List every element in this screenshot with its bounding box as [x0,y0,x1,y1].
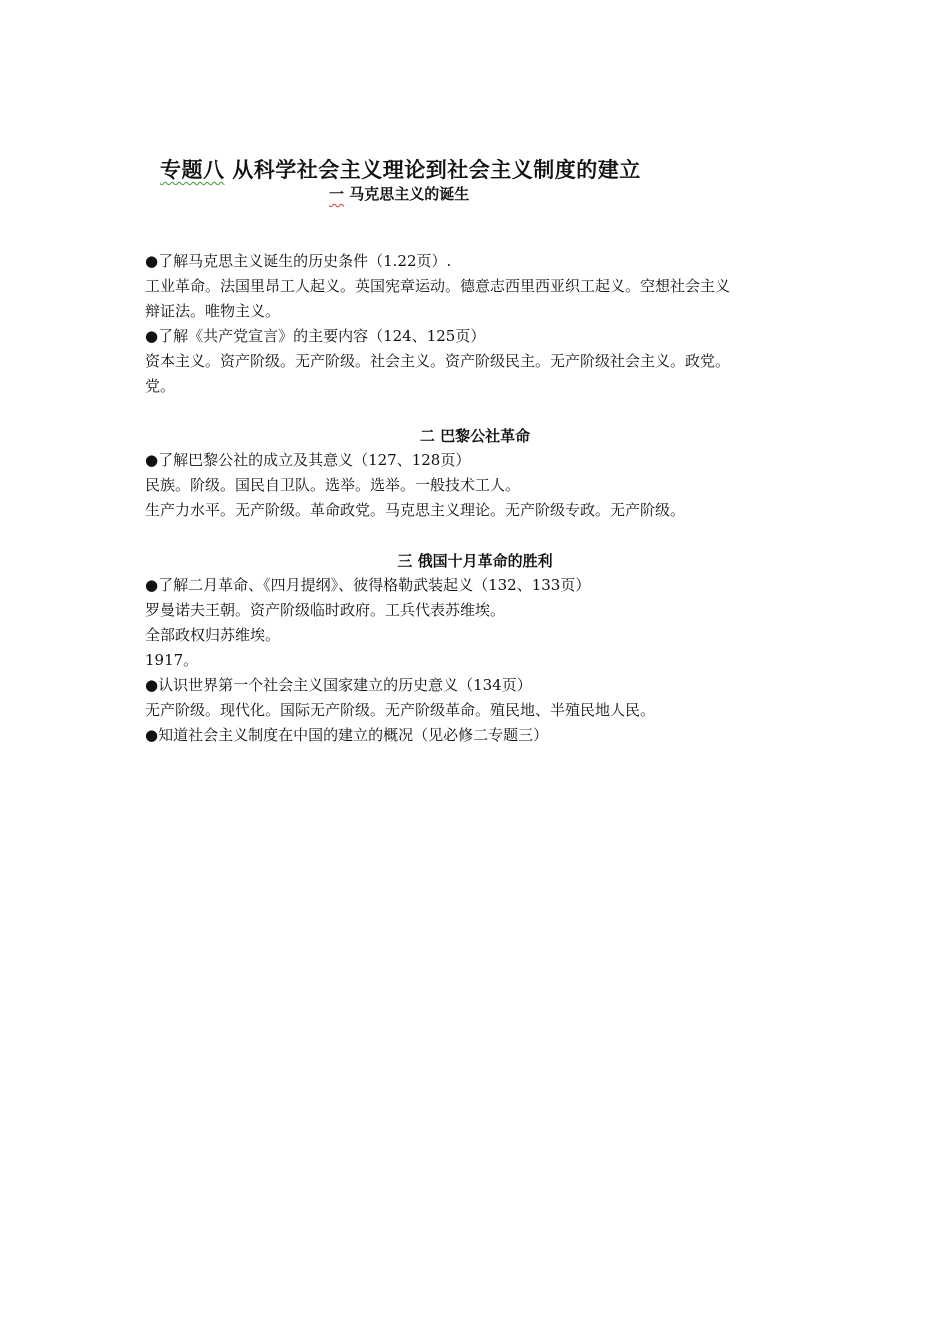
section1-bullet2: ●了解《共产党宣言》的主要内容（124、125页） [145,327,486,345]
section1-bullet1: ●了解马克思主义诞生的历史条件（1.22页）. [145,252,452,270]
section1-answer1-line1: 工业革命。法国里昂工人起义。英国宪章运动。德意志西里西亚织工起义。空想社会主义 [145,277,731,295]
subtitle-number: 一 [329,185,345,203]
section3-bullet1: ●了解二月革命、《四月提纲》、彼得格勒武装起义（132、133页） [145,576,591,594]
section2-answer-line2: 生产力水平。无产阶级。革命政党。马克思主义理论。无产阶级专政。无产阶级。 [145,501,686,519]
title-text: 从科学社会主义理论到社会主义制度的建立 [224,158,641,182]
section3-bullet2: ●认识世界第一个社会主义国家建立的历史意义（134页） [145,676,532,694]
page-title [160,154,641,184]
page-subtitle [329,183,469,204]
section1-answer1-line2: 辩证法。唯物主义。 [145,302,281,320]
section3-answer1-line1: 罗曼诺夫王朝。资产阶级临时政府。工兵代表苏维埃。 [145,601,506,619]
section3-answer1-line3: 1917。 [145,651,199,669]
section2-heading: 二 巴黎公社革命 [419,427,531,445]
section3-answer1-line2: 全部政权归苏维埃。 [145,626,281,644]
section1-answer2-line2: 党。 [145,377,176,395]
section2-answer-line1: 民族。阶级。国民自卫队。选举。选举。一般技术工人。 [145,476,521,494]
section2-bullet1: ●了解巴黎公社的成立及其意义（127、128页） [145,451,471,469]
section1-answer2-line1: 资本主义。资产阶级。无产阶级。社会主义。资产阶级民主。无产阶级社会主义。政党。 [145,352,731,370]
subtitle-text: 马克思主义的诞生 [344,185,470,203]
section3-heading: 三 俄国十月革命的胜利 [397,552,553,570]
section3-answer2-line1: 无产阶级。现代化。国际无产阶级。无产阶级革命。殖民地、半殖民地人民。 [145,701,656,719]
section3-bullet3: ●知道社会主义制度在中国的建立的概况（见必修二专题三） [145,726,549,744]
title-prefix: 专题八 [160,158,225,182]
